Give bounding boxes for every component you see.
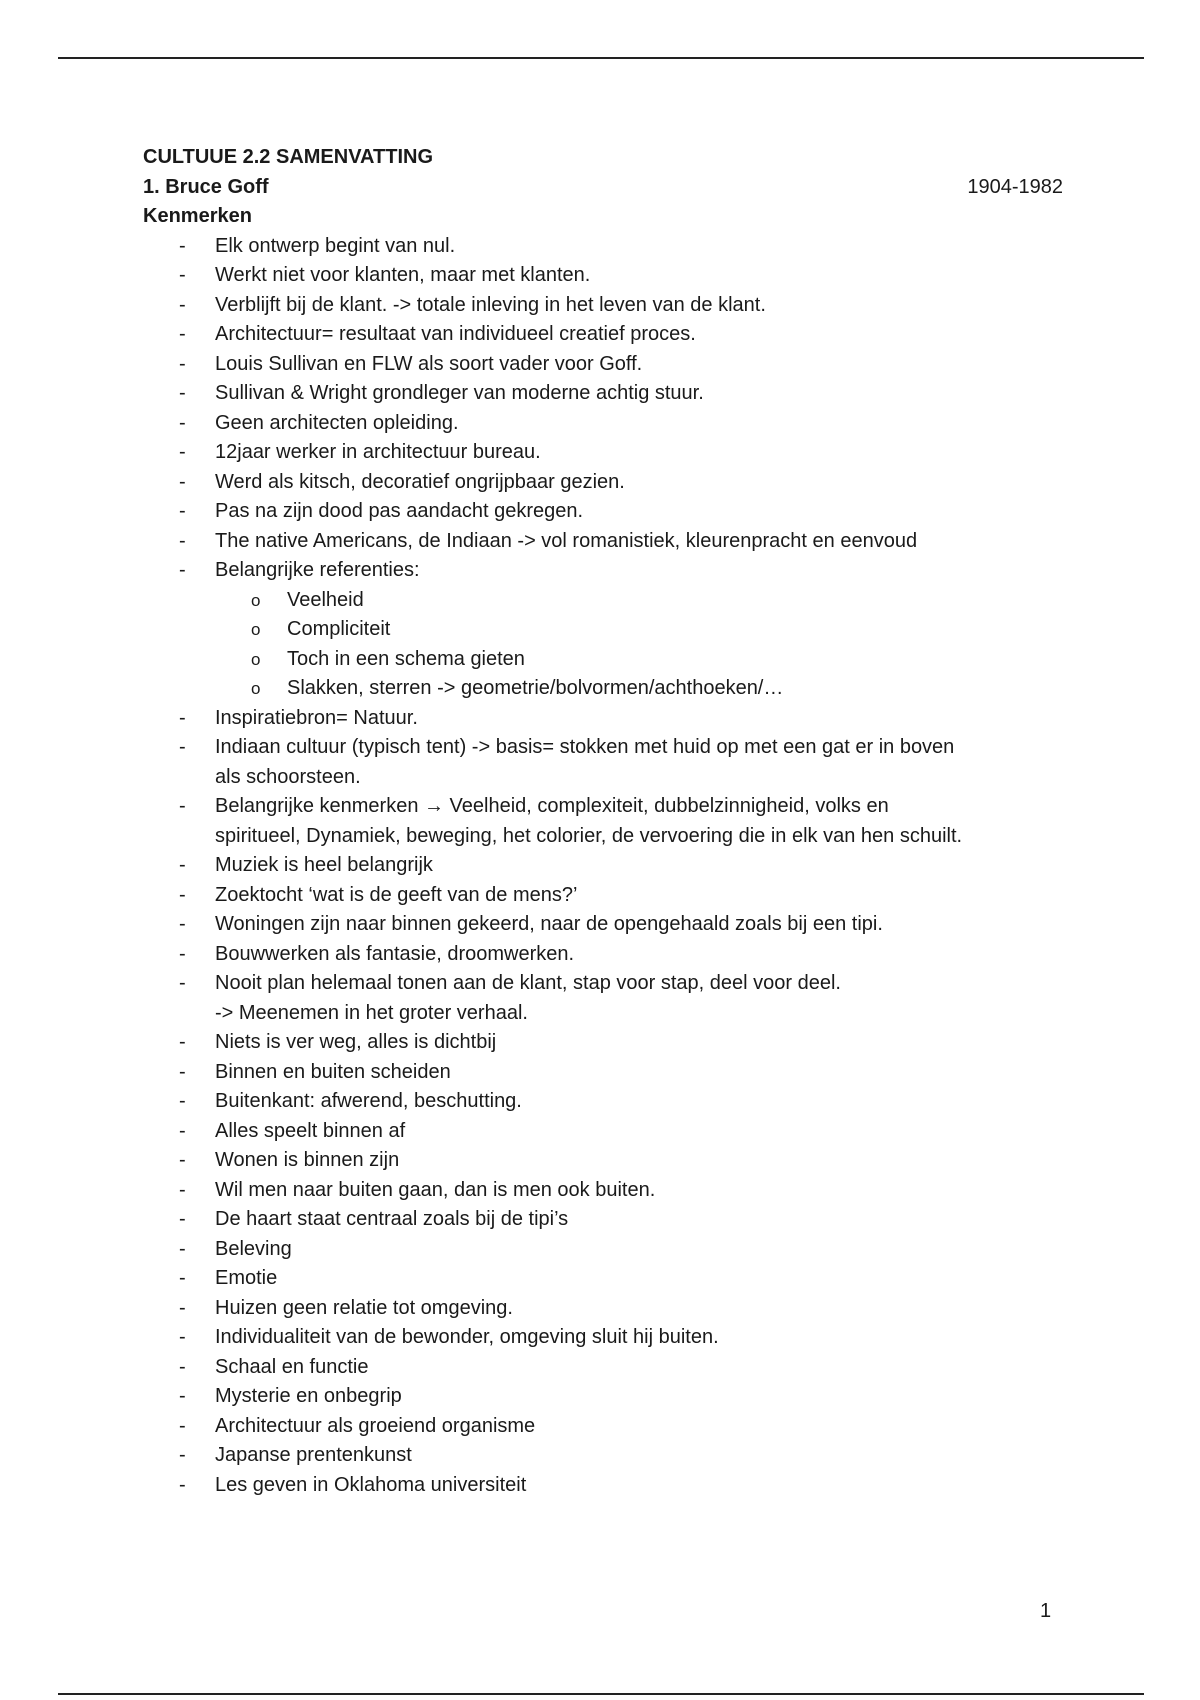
list-item: - Individualiteit van de bewonder, omgeving sluit hij buiten. bbox=[143, 1323, 1063, 1353]
list-item: - Bouwwerken als fantasie, droomwerken. bbox=[143, 940, 1063, 970]
list-item-line: als schoorsteen. bbox=[215, 765, 361, 788]
sub-list-item: o Compliciteit bbox=[215, 615, 1063, 645]
sub-list-item: o Toch in een schema gieten bbox=[215, 645, 1063, 675]
list-item bbox=[143, 969, 1063, 1028]
list-item: - Binnen en buiten scheiden bbox=[143, 1058, 1063, 1088]
list-item-referenties bbox=[143, 556, 1063, 704]
document-title: CULTUUE 2.2 SAMENVATTING bbox=[143, 146, 434, 168]
list-item: - Pas na zijn dood pas aandacht gekregen. bbox=[143, 497, 1063, 527]
list-item: - Wonen is binnen zijn bbox=[143, 1146, 1063, 1176]
list-item: - Inspiratiebron= Natuur. bbox=[143, 704, 1063, 734]
bullet-list bbox=[143, 232, 1063, 1501]
section-years: 1904-1982 bbox=[967, 175, 1063, 198]
list-item: - Les geven in Oklahoma universiteit bbox=[143, 1471, 1063, 1501]
list-item-line: - Belangrijke kenmerken → Veelheid, complexiteit, dubbelzinnigheid, volks en bbox=[215, 795, 889, 817]
list-item: - Buitenkant: afwerend, beschutting. bbox=[143, 1087, 1063, 1117]
list-item: - Architectuur= resultaat van individueel creatief proces. bbox=[143, 320, 1063, 350]
list-item bbox=[143, 733, 1063, 792]
list-item: - Elk ontwerp begint van nul. bbox=[143, 232, 1063, 262]
section-heading bbox=[143, 173, 1063, 203]
list-item: - Alles speelt binnen af bbox=[143, 1117, 1063, 1147]
list-item: - Geen architecten opleiding. bbox=[143, 409, 1063, 439]
list-item: - Louis Sullivan en FLW als soort vader voor Goff. bbox=[143, 350, 1063, 380]
list-item: - Wil men naar buiten gaan, dan is men ook buiten. bbox=[143, 1176, 1063, 1206]
section-title: 1. Bruce Goff bbox=[143, 175, 269, 198]
list-item-line: - Nooit plan helemaal tonen aan de klant, stap voor stap, deel voor deel. bbox=[215, 972, 841, 994]
list-item: - Emotie bbox=[143, 1264, 1063, 1294]
list-item: - Beleving bbox=[143, 1235, 1063, 1265]
list-item: - Schaal en functie bbox=[143, 1353, 1063, 1383]
list-item: - Mysterie en onbegrip bbox=[143, 1382, 1063, 1412]
list-item: - Huizen geen relatie tot omgeving. bbox=[143, 1294, 1063, 1324]
list-item: - 12jaar werker in architectuur bureau. bbox=[143, 438, 1063, 468]
list-item-line: -> Meenemen in het groter verhaal. bbox=[215, 1001, 528, 1024]
list-item: - Verblijft bij de klant. -> totale inleving in het leven van de klant. bbox=[143, 291, 1063, 321]
list-item: - Sullivan & Wright grondleger van moderne achtig stuur. bbox=[143, 379, 1063, 409]
sub-list-item: o Veelheid bbox=[215, 586, 1063, 616]
header-rule bbox=[58, 57, 1144, 59]
list-item: - Japanse prentenkunst bbox=[143, 1441, 1063, 1471]
document-body bbox=[143, 143, 1063, 1500]
list-item: - Werkt niet voor klanten, maar met klanten. bbox=[143, 261, 1063, 291]
subheading-kenmerken: Kenmerken bbox=[143, 205, 252, 227]
list-item: - Woningen zijn naar binnen gekeerd, naar de opengehaald zoals bij een tipi. bbox=[143, 910, 1063, 940]
list-item: - Zoektocht ‘wat is de geeft van de mens?’ bbox=[143, 881, 1063, 911]
list-item-label: Belangrijke referenties: bbox=[215, 559, 420, 581]
list-item: - Werd als kitsch, decoratief ongrijpbaar gezien. bbox=[143, 468, 1063, 498]
list-item-line: - Indiaan cultuur (typisch tent) -> basis= stokken met huid op met een gat er in boven bbox=[215, 736, 955, 758]
list-item bbox=[143, 792, 1063, 851]
sub-bullet-list bbox=[215, 586, 1063, 704]
list-item: - Architectuur als groeiend organisme bbox=[143, 1412, 1063, 1442]
footer-rule bbox=[58, 1693, 1144, 1695]
list-item-line: spiritueel, Dynamiek, beweging, het colorier, de vervoering die in elk van hen schuilt. bbox=[215, 824, 963, 847]
sub-list-item: o Slakken, sterren -> geometrie/bolvormen/achthoeken/… bbox=[215, 674, 1063, 704]
list-item: - Muziek is heel belangrijk bbox=[143, 851, 1063, 881]
list-item: - De haart staat centraal zoals bij de tipi’s bbox=[143, 1205, 1063, 1235]
list-item: - The native Americans, de Indiaan -> vol romanistiek, kleurenpracht en eenvoud bbox=[143, 527, 1063, 557]
list-item: - Niets is ver weg, alles is dichtbij bbox=[143, 1028, 1063, 1058]
page-number: 1 bbox=[1040, 1600, 1052, 1622]
